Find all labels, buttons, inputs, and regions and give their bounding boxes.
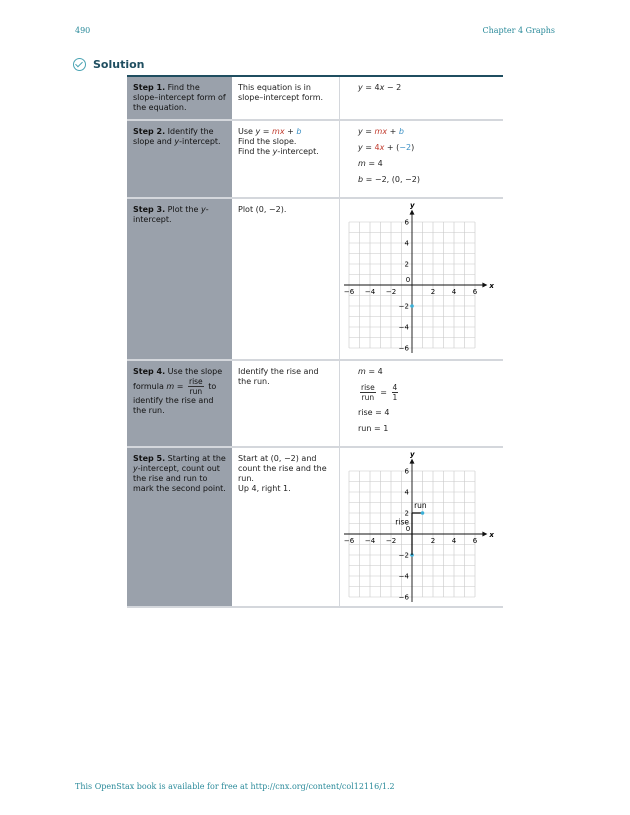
y-tick-label: 4 (404, 488, 409, 497)
y-axis-label: y (410, 203, 415, 210)
x-tick-label: 6 (472, 288, 478, 296)
x-tick-label: 0 (405, 525, 411, 533)
y-tick-label: −6 (398, 344, 409, 353)
x-tick-label: −6 (344, 537, 355, 545)
step-1-math: y = 4x − 2 (340, 76, 504, 120)
x-tick-label: −2 (385, 537, 397, 545)
step-3-label: Step 3. Plot the y-intercept. (127, 198, 232, 360)
step-1-label: Step 1. Find the slope–intercept form of the equation. (127, 76, 232, 120)
x-tick-label: 2 (430, 537, 436, 545)
step-row-5 (127, 447, 503, 607)
x-axis-arrow-right-icon (482, 532, 487, 537)
step-5-label: Step 5. Starting at the y-intercept, count out the rise and run to mark the second point. (127, 447, 232, 607)
x-axis-arrow-right-icon (482, 283, 487, 288)
y-tick-label: −6 (398, 593, 409, 602)
x-tick-label: −6 (344, 288, 355, 296)
step-4-action: Identify the rise and the run. (232, 360, 340, 447)
step-4-math: m = 4 $\frac{\text{rise}}{\text{run}}$ = $\frac{4}{1}$ rise = 4 run = 1 (340, 360, 504, 447)
x-tick-label: 6 (472, 537, 478, 545)
rise-label: rise (395, 517, 409, 527)
y-tick-label: 4 (404, 239, 409, 248)
step-3-graph-cell (340, 198, 504, 360)
footer-note: This OpenStax book is available for free at http://cnx.org/content/col12116/1.2 (75, 782, 395, 791)
solution-steps-table (127, 75, 503, 608)
step-row-1 (127, 76, 503, 120)
x-tick-label: 4 (451, 288, 457, 296)
y-tick-label: 2 (404, 260, 409, 269)
x-tick-label: −2 (385, 288, 397, 296)
point-y-intercept (410, 304, 414, 308)
y-axis-label: y (410, 452, 415, 459)
coordinate-graph-step-3 (344, 203, 494, 353)
step-1-action: This equation is in slope–intercept form. (232, 76, 340, 120)
y-axis-arrow-up-icon (410, 210, 415, 215)
coordinate-graph-step-5 (344, 452, 494, 602)
step-row-4 (127, 360, 503, 447)
y-tick-label: 6 (404, 218, 409, 227)
checkmark-circle-icon (73, 58, 86, 71)
y-tick-label: −4 (398, 572, 409, 581)
x-axis-label: x (489, 282, 494, 290)
x-tick-label: 0 (405, 276, 411, 284)
step-5-graph-cell (340, 447, 504, 607)
step-row-2 (127, 120, 503, 198)
x-tick-label: 2 (430, 288, 436, 296)
rise-over-run-fraction: $\frac{\text{rise}}{\text{run}}$ (188, 377, 203, 396)
point-second (421, 511, 425, 515)
x-tick-label: −4 (364, 288, 376, 296)
step-row-3 (127, 198, 503, 360)
x-tick-label: 4 (451, 537, 457, 545)
chapter-title: Chapter 4 Graphs (482, 26, 555, 35)
y-tick-label: 2 (404, 509, 409, 518)
run-label: run (414, 500, 427, 510)
solution-title: Solution (93, 58, 145, 71)
x-axis-label: x (489, 531, 494, 539)
y-tick-label: −2 (398, 551, 409, 560)
step-3-action: Plot (0, −2). (232, 198, 340, 360)
step-2-label: Step 2. Identify the slope and y-intercept. (127, 120, 232, 198)
step-2-action: Use y = mx + b Find the slope. Find the y-intercept. (232, 120, 340, 198)
y-tick-label: −2 (398, 302, 409, 311)
y-tick-label: 6 (404, 467, 409, 476)
page-number: 490 (75, 26, 91, 35)
y-tick-label: −4 (398, 323, 409, 332)
step-5-action: Start at (0, −2) and count the rise and the run. Up 4, right 1. (232, 447, 340, 607)
x-tick-label: −4 (364, 537, 376, 545)
step-2-math: y = mx + b y = 4x + (−2) m = 4 b = −2, (0, −2) (340, 120, 504, 198)
y-axis-arrow-up-icon (410, 459, 415, 464)
step-4-label: Step 4. Use the slope formula m = $\frac{\text{rise}}{\text{run}}$ to identify the rise and the run. (127, 360, 232, 447)
solution-heading (73, 58, 145, 71)
